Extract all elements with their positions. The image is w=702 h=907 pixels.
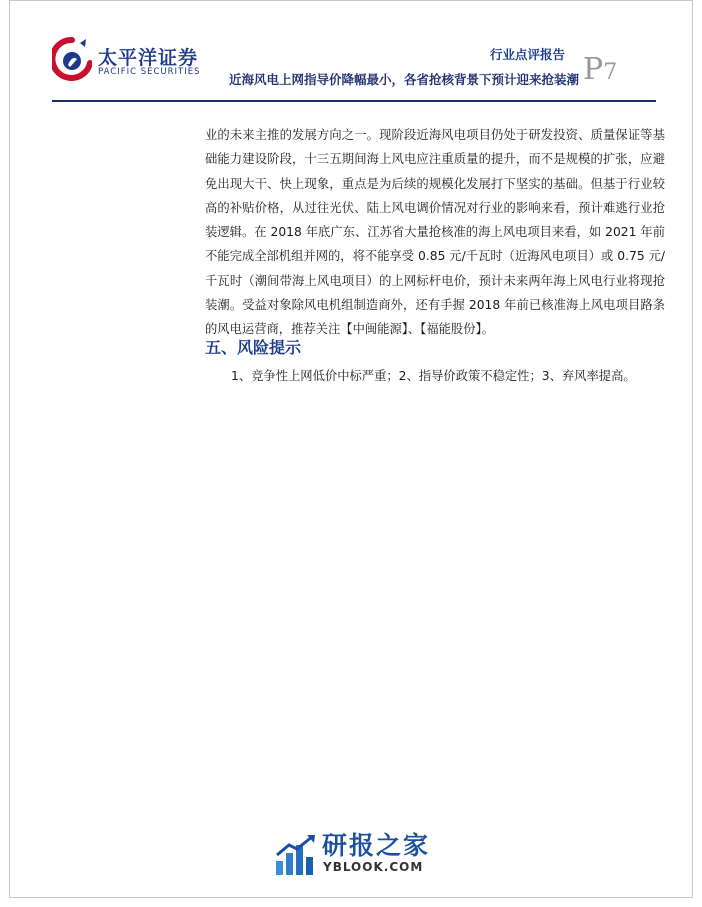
watermark-en: YBLOOK.COM xyxy=(323,860,424,874)
watermark-cn: 研报之家 xyxy=(322,831,431,860)
section-heading: 五、风险提示 xyxy=(205,338,302,357)
page-number-value: 7 xyxy=(603,60,618,85)
brand-name-en: PACIFIC SECURITIES xyxy=(98,67,201,77)
report-title: 近海风电上网指导价降幅最小，各省抢核背景下预计迎来抢装潮 xyxy=(229,72,580,87)
yblook-logo-icon xyxy=(273,833,319,879)
header-divider xyxy=(52,100,656,102)
pacific-securities-logo xyxy=(52,37,92,81)
page-number xyxy=(583,52,617,87)
page-prefix: P xyxy=(583,52,604,87)
risk-list: 1、竞争性上网低价中标严重；2、指导价政策不稳定性；3、弃风率提高。 xyxy=(231,369,636,383)
report-type: 行业点评报告 xyxy=(490,47,566,62)
brand-name-cn: 太平洋证券 xyxy=(98,47,199,69)
body-paragraph: 业的未来主推的发展方向之一。现阶段近海风电项目仍处于研发投资、质量保证等基础能力建设阶段，十三五期间海上风电应注重质量的提升，而不是规模的扩张，应避免出现大干、快上现象，重点是为后续的规模化发展打下坚实的基础。但基于行业较高的补贴价格，从过往光伏、陆上风电调价情况对行业的影响来看，预计难逃行业抢装逻辑。在 2018 年底广东、江苏省大量抢核准的海上风电项目来看，如 2021 年前不能完成全部机组并网的，将不能享受 0.85 元/千瓦时（近海风电项目）或 0.75 元/千瓦时（潮间带海上风电项目）的上网标杆电价，预计未来两年海上风电行业将现抢装潮。受益对象除风电机组制造商外，还有手握 2018 年前已核准海上风电项目路条的风电运营商，推荐关注【中闽能源】、【福能股份】。 xyxy=(205,128,665,337)
